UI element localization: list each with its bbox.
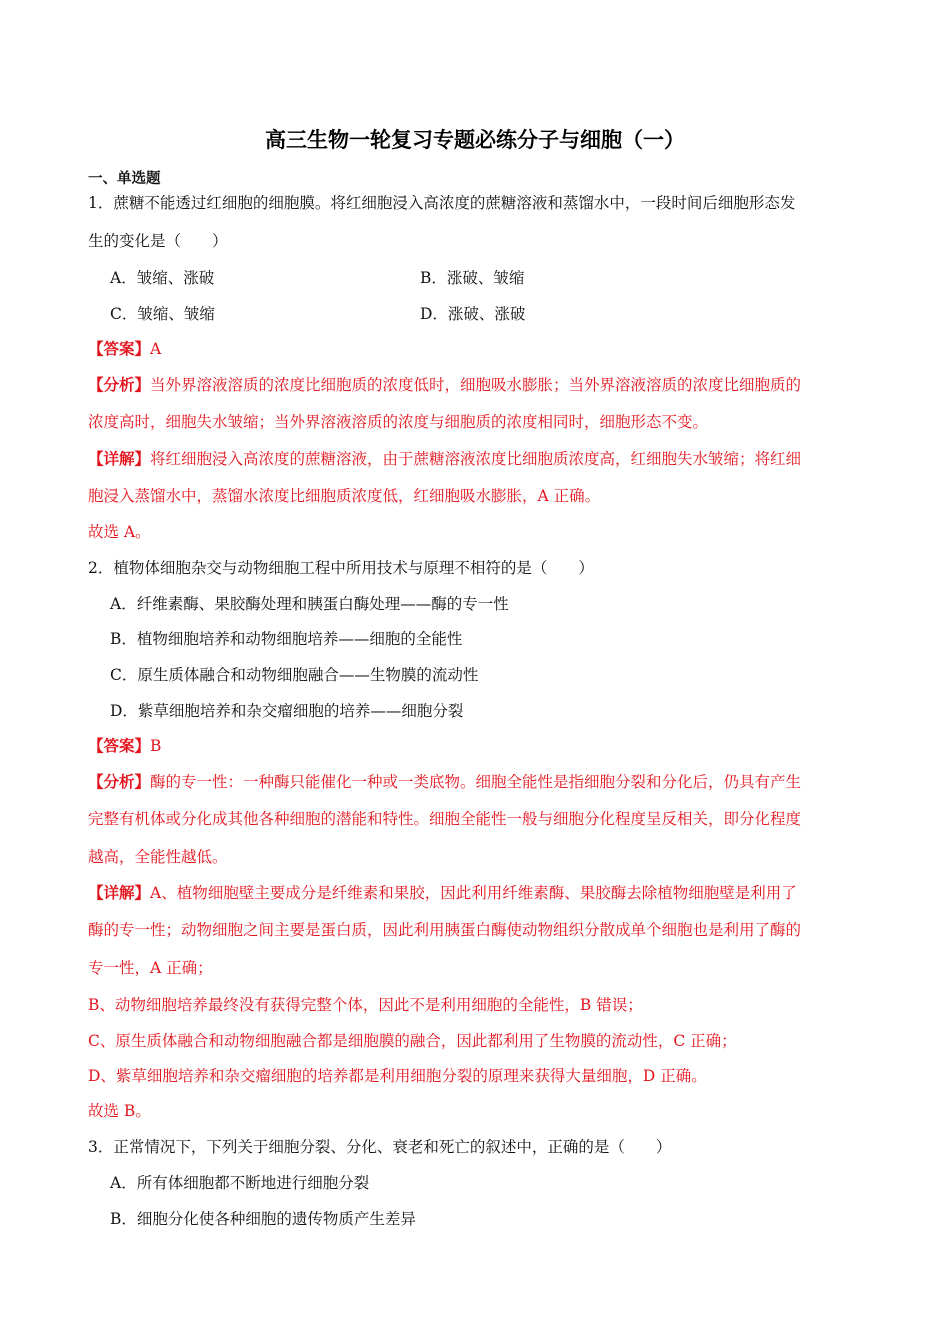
q1-option-c: C．皱缩、皱缩 (110, 305, 215, 323)
q1-analysis-line-1 (88, 374, 801, 396)
section-heading: 一、单选题 (88, 171, 161, 187)
q2-answer (88, 735, 161, 757)
q1-answer (88, 338, 161, 360)
detail-tag: 【详解】 (88, 883, 151, 902)
q2-detail-line-3: 专一性，A 正确； (88, 959, 213, 977)
q1-conclusion: 故选 A。 (88, 523, 151, 541)
q2-option-a: A．纤维素酶、果胶酶处理和胰蛋白酶处理——酶的专一性 (110, 595, 509, 613)
detail-text: A、植物细胞壁主要成分是纤维素和果胶，因此利用纤维素酶、果胶酶去除植物细胞壁是利用了 (150, 884, 797, 902)
answer-tag: 【答案】 (88, 339, 151, 358)
q1-option-b: B．涨破、皱缩 (420, 269, 525, 287)
q2-analysis-line-1 (88, 771, 801, 793)
q2-option-d: D．紫草细胞培养和杂交瘤细胞的培养——细胞分裂 (110, 702, 464, 720)
q2-stem: 2．植物体细胞杂交与动物细胞工程中所用技术与原理不相符的是（ ） (88, 559, 594, 577)
q1-detail-line-2: 胞浸入蒸馏水中，蒸馏水浓度比细胞质浓度低，红细胞吸水膨胀，A 正确。 (88, 487, 601, 505)
q1-option-d: D．涨破、涨破 (420, 305, 526, 323)
analysis-text: 当外界溶液溶质的浓度比细胞质的浓度低时，细胞吸水膨胀；当外界溶液溶质的浓度比细胞质的 (150, 376, 802, 394)
q3-option-a: A．所有体细胞都不断地进行细胞分裂 (110, 1174, 370, 1192)
q2-option-c: C．原生质体融合和动物细胞融合——生物膜的流动性 (110, 666, 479, 684)
q2-detail-line-4: B、动物细胞培养最终没有获得完整个体，因此不是利用细胞的全能性，B 错误； (88, 996, 643, 1014)
q2-detail-line-1 (88, 882, 797, 904)
q1-stem-line-1: 1．蔗糖不能透过红细胞的细胞膜。将红细胞浸入高浓度的蔗糖溶液和蒸馏水中，一段时间后细胞形态发 (88, 194, 796, 212)
q2-option-b: B．植物细胞培养和动物细胞培养——细胞的全能性 (110, 630, 463, 648)
answer-tag: 【答案】 (88, 736, 151, 755)
analysis-tag: 【分析】 (88, 375, 151, 394)
answer-value: B (150, 737, 162, 755)
q2-detail-line-5: C、原生质体融合和动物细胞融合都是细胞膜的融合，因此都利用了生物膜的流动性，C 正确； (88, 1032, 737, 1050)
q3-option-b: B．细胞分化使各种细胞的遗传物质产生差异 (110, 1210, 416, 1228)
q1-stem-line-2: 生的变化是（ ） (88, 232, 228, 250)
detail-text: 将红细胞浸入高浓度的蔗糖溶液，由于蔗糖溶液浓度比细胞质浓度高，红细胞失水皱缩；将红细 (150, 450, 802, 468)
page-title: 高三生物一轮复习专题必练分子与细胞（一） (265, 128, 685, 152)
q1-analysis-line-2: 浓度高时，细胞失水皱缩；当外界溶液溶质的浓度与细胞质的浓度相同时，细胞形态不变。 (88, 413, 709, 431)
q2-analysis-line-2: 完整有机体或分化成其他各种细胞的潜能和特性。细胞全能性一般与细胞分化程度呈反相关，即分化程度 (88, 810, 802, 828)
analysis-tag: 【分析】 (88, 772, 151, 791)
q2-conclusion: 故选 B。 (88, 1102, 151, 1120)
q2-analysis-line-3: 越高，全能性越低。 (88, 848, 228, 866)
q1-option-a: A．皱缩、涨破 (110, 269, 215, 287)
detail-tag: 【详解】 (88, 449, 151, 468)
answer-value: A (150, 340, 162, 358)
q1-detail-line-1 (88, 448, 801, 470)
q2-detail-line-6: D、紫草细胞培养和杂交瘤细胞的培养都是利用细胞分裂的原理来获得大量细胞，D 正确。 (88, 1067, 707, 1085)
q2-detail-line-2: 酶的专一性；动物细胞之间主要是蛋白质，因此利用胰蛋白酶使动物组织分散成单个细胞也是利用了酶的 (88, 921, 802, 939)
q3-stem: 3．正常情况下，下列关于细胞分裂、分化、衰老和死亡的叙述中，正确的是（ ） (88, 1138, 672, 1156)
analysis-text: 酶的专一性：一种酶只能催化一种或一类底物。细胞全能性是指细胞分裂和分化后，仍具有产生 (150, 773, 802, 791)
